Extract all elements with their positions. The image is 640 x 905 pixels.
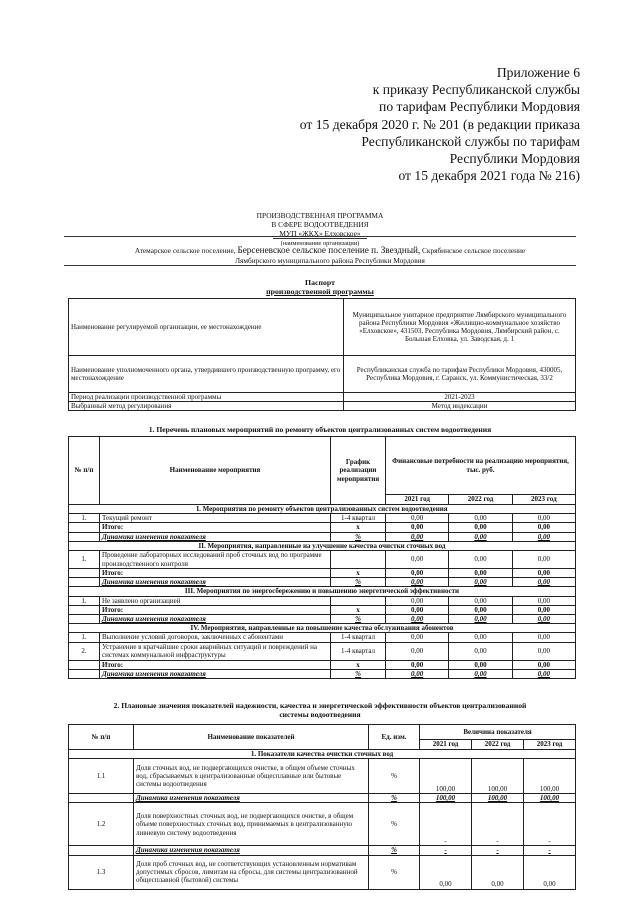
program-title-line: В СФЕРЕ ВОДООТВЕДЕНИЯ xyxy=(271,220,369,229)
table-row xyxy=(69,569,576,578)
indicators-table xyxy=(68,724,576,890)
table-row xyxy=(69,532,576,541)
cell-schedule: 1-4 квартал xyxy=(331,642,386,660)
cell-schedule: % xyxy=(331,669,386,678)
passport-value: Муниципальное унитарное предприятие Лямбирского муниципального района Республики Мордовия «Жилищно-коммунальное хозяйство «Елховское», 431503, Республика Мордовия, Лямбирский район, с. Большая Елховка, ул. Заводская, д. 1 xyxy=(344,299,576,356)
appendix-line: по тарифам Республики Мордовия xyxy=(379,99,580,115)
cell-value: 0,00 xyxy=(512,615,575,624)
appendix-line: Приложение 6 xyxy=(496,65,580,80)
cell-value: - xyxy=(524,846,576,855)
appendix-header xyxy=(250,64,580,184)
cell-value: 0,00 xyxy=(512,532,575,541)
measures-table xyxy=(68,436,576,679)
cell-value: 0,00 xyxy=(449,523,512,532)
cell-name: Итого: xyxy=(100,523,331,532)
cell-value: 100,00 xyxy=(524,794,576,803)
col-header-name: Наименование мероприятия xyxy=(100,437,331,505)
cell-unit: % xyxy=(369,759,420,794)
cell-value: 0,00 xyxy=(449,642,512,660)
cell-value: 0,00 xyxy=(449,669,512,678)
group-header: II. Мероприятия, направленные на улучшение качества очистки сточных вод xyxy=(69,541,576,550)
table-row xyxy=(69,855,576,889)
col-header-name: Наименование показателей xyxy=(134,725,369,750)
cell-name: Динамика изменения показателя xyxy=(100,669,331,678)
col-header-year: 2023 год xyxy=(512,495,575,505)
cell-name: Не заявлено организацией xyxy=(100,596,331,605)
passport-row xyxy=(69,356,576,393)
cell-value: - xyxy=(420,803,472,846)
passport-value: 2021-2023 xyxy=(344,393,576,402)
cell-value: 0,00 xyxy=(449,633,512,642)
settlement-a: Атемарское сельское поселение, xyxy=(134,246,238,255)
cell-value: 0,00 xyxy=(386,605,449,614)
cell-value: 0,00 xyxy=(449,660,512,669)
group-header: III. Мероприятия по энергосбережению и повышению энергетической эффективности xyxy=(69,587,576,596)
col-header-unit: Ед. изм. xyxy=(369,725,420,750)
cell-value: 0,00 xyxy=(512,578,575,587)
appendix-line: от 15 декабря 2021 года № 216) xyxy=(398,168,580,184)
divider xyxy=(64,265,576,266)
cell-unit: % xyxy=(369,855,420,889)
group-header: 1. Показатели качества очистки сточных вод xyxy=(69,750,576,759)
settlement-district: Лямбирского муниципального района Республики Мордовия xyxy=(235,255,425,265)
cell-unit: % xyxy=(369,846,420,855)
passport-label: Выбранный метод регулирования xyxy=(69,402,344,411)
cell-value: 0,00 xyxy=(512,633,575,642)
cell-name: Динамика изменения показателя xyxy=(100,578,331,587)
table-row xyxy=(69,660,576,669)
cell-name: Выполнение условий договоров, заключенных с абонентами xyxy=(100,633,331,642)
cell-unit: % xyxy=(369,803,420,846)
cell-schedule: х xyxy=(331,523,386,532)
cell-value: - xyxy=(472,803,524,846)
cell-value: 0,00 xyxy=(512,596,575,605)
appendix-line: Республики Мордовия xyxy=(449,151,580,167)
table-row xyxy=(69,523,576,532)
program-title-line: ПРОИЗВОДСТВЕННАЯ ПРОГРАММА xyxy=(256,211,384,220)
cell-value: 0,00 xyxy=(386,514,449,523)
passport-row xyxy=(69,402,576,411)
cell-value: 0,00 xyxy=(512,642,575,660)
cell-value: 0,00 xyxy=(449,514,512,523)
passport-label: Период реализации производственной программы xyxy=(69,393,344,402)
appendix-line: Республиканской службы по тарифам xyxy=(361,133,580,149)
cell-schedule xyxy=(331,551,386,569)
cell-value: 0,00 xyxy=(386,532,449,541)
cell-value: 100,00 xyxy=(420,759,472,794)
appendix-line: к приказу Республиканской службы xyxy=(372,82,580,98)
cell-value: 0,00 xyxy=(386,569,449,578)
group-header: I. Мероприятия по ремонту объектов централизованных систем водоотведения xyxy=(69,505,576,514)
cell-value: - xyxy=(524,803,576,846)
cell-name: Динамика изменения показателя xyxy=(134,794,369,803)
cell-schedule: х xyxy=(331,660,386,669)
table-row xyxy=(69,615,576,624)
settlements xyxy=(70,246,590,265)
cell-unit: % xyxy=(369,794,420,803)
organization-caption: (наименование организации) xyxy=(280,240,360,247)
cell-schedule: % xyxy=(331,578,386,587)
cell-value: - xyxy=(420,846,472,855)
col-header-year: 2022 год xyxy=(449,495,512,505)
section2-title-line: системы водоотведения xyxy=(279,710,361,719)
divider xyxy=(64,236,576,237)
cell-value: 0,00 xyxy=(512,605,575,614)
cell-name: Проведение лабораторных исследований проб сточных вод по программе производственного контроля xyxy=(100,551,331,569)
cell-value: 0,00 xyxy=(449,578,512,587)
cell-num: 1. xyxy=(69,551,100,569)
col-header-num: № п/п xyxy=(69,437,100,505)
table-row xyxy=(69,846,576,855)
passport-value: Метод индексации xyxy=(344,402,576,411)
cell-value: 0,00 xyxy=(512,569,575,578)
cell-schedule: % xyxy=(331,532,386,541)
col-header-schedule: График реализации мероприятия xyxy=(331,437,386,505)
table-row xyxy=(69,578,576,587)
cell-num: 1. xyxy=(69,596,100,605)
cell-num: 1. xyxy=(69,633,100,642)
table-row xyxy=(69,759,576,794)
cell-value: 0,00 xyxy=(512,551,575,569)
cell-num: 2. xyxy=(69,642,100,660)
cell-name: Доля сточных вод, не подвергающихся очистке, в общем объеме сточных вод, сбрасываемых в централизованные общесплавные или бытовые системы водоотведения xyxy=(134,759,369,794)
cell-value: 100,00 xyxy=(472,759,524,794)
cell-name: Итого: xyxy=(100,660,331,669)
col-header-year: 2023 год xyxy=(524,740,576,750)
cell-value: 0,00 xyxy=(449,596,512,605)
cell-value: 0,00 xyxy=(449,569,512,578)
cell-value: 0,00 xyxy=(512,514,575,523)
col-header-year: 2022 год xyxy=(472,740,524,750)
passport-table xyxy=(68,298,576,411)
passport-label: Наименование уполномоченного органа, утвердившего производственную программу, его местонахождение xyxy=(69,356,344,393)
cell-name: Динамика изменения показателя xyxy=(100,615,331,624)
cell-value: 0,00 xyxy=(386,660,449,669)
passport-label: Наименование регулируемой организации, ее местонахождение xyxy=(69,299,344,356)
section2-title xyxy=(60,701,580,719)
cell-schedule: х xyxy=(331,605,386,614)
settlement-c: Скрябинское сельское поселение xyxy=(420,246,526,255)
cell-num: 1.3 xyxy=(69,855,134,889)
table-row xyxy=(69,803,576,846)
cell-schedule: 1-4 квартал xyxy=(331,514,386,523)
col-header-value: Величина показателя xyxy=(420,725,576,740)
organization-name: МУП «ЖКХ» Елховское» xyxy=(273,229,366,239)
cell-value: 0,00 xyxy=(420,855,472,889)
cell-name: Доля проб сточных вод, не соответствующих установленным нормативам допустимых сбросов, лимитам на сбросы, для системы централизованной общесплавной (бытовой) системы xyxy=(134,855,369,889)
cell-value: 0,00 xyxy=(386,669,449,678)
cell-value: 0,00 xyxy=(449,532,512,541)
col-header-year: 2021 год xyxy=(386,495,449,505)
table-row xyxy=(69,633,576,642)
cell-value: 0,00 xyxy=(386,578,449,587)
table-row xyxy=(69,605,576,614)
cell-value: 0,00 xyxy=(449,551,512,569)
passport-row xyxy=(69,393,576,402)
cell-name: Динамика изменения показателя xyxy=(100,532,331,541)
table-row xyxy=(69,669,576,678)
cell-value: 0,00 xyxy=(472,855,524,889)
settlement-b: Берсеневское сельское поселение п. Звездный, xyxy=(237,245,421,255)
passport-title-line: производственной программы xyxy=(266,287,374,296)
cell-num: 1.1 xyxy=(69,759,134,794)
cell-value: 0,00 xyxy=(386,642,449,660)
cell-num: 1. xyxy=(69,514,100,523)
cell-value: 0,00 xyxy=(386,551,449,569)
passport-title-line: Паспорт xyxy=(305,278,335,287)
cell-value: 100,00 xyxy=(524,759,576,794)
cell-schedule: 1-4 квартал xyxy=(331,633,386,642)
cell-schedule: х xyxy=(331,569,386,578)
cell-schedule: % xyxy=(331,615,386,624)
cell-value: - xyxy=(472,846,524,855)
cell-name: Текущий ремонт xyxy=(100,514,331,523)
cell-value: 100,00 xyxy=(420,794,472,803)
group-header: IV. Мероприятия, направленные на повышение качества обслуживания абонентов xyxy=(69,624,576,633)
col-header-year: 2021 год xyxy=(420,740,472,750)
passport-value: Республиканская служба по тарифам Республики Мордовия, 430005, Республика Мордовия, г. Саранск, ул. Коммунистическая, 33/2 xyxy=(344,356,576,393)
table-row xyxy=(69,642,576,660)
cell-value: 0,00 xyxy=(512,669,575,678)
cell-value: 100,00 xyxy=(472,794,524,803)
section1-title: 1. Перечень плановых мероприятий по ремонту объектов централизованных систем водоотведения xyxy=(148,425,492,434)
table-row xyxy=(69,794,576,803)
table-row xyxy=(69,596,576,605)
cell-value: 0,00 xyxy=(386,615,449,624)
cell-value: 0,00 xyxy=(386,523,449,532)
cell-value: 0,00 xyxy=(512,660,575,669)
col-header-finance: Финансовые потребности на реализацию мероприятия, тыс. руб. xyxy=(386,437,576,495)
section2-title-line: 2. Плановые значения показателей надежности, качества и энергетической эффективности объектов централизованной xyxy=(113,701,527,710)
cell-value: 0,00 xyxy=(512,523,575,532)
cell-value: 0,00 xyxy=(386,596,449,605)
table-row xyxy=(69,551,576,569)
program-title xyxy=(200,211,440,248)
cell-schedule xyxy=(331,596,386,605)
cell-name: Итого: xyxy=(100,605,331,614)
cell-name: Динамика изменения показателя xyxy=(134,846,369,855)
col-header-num: № п/п xyxy=(69,725,134,750)
table-row xyxy=(69,514,576,523)
appendix-line: от 15 декабря 2020 г. № 201 (в редакции приказа xyxy=(299,116,580,132)
cell-value: 0,00 xyxy=(386,633,449,642)
cell-name: Доля поверхностных сточных вод, не подвергающихся очистке, в общем объеме поверхностных сточных вод, принимаемых в централизованную ливневую систему водоотведения xyxy=(134,803,369,846)
passport-title xyxy=(0,278,640,296)
cell-value: 0,00 xyxy=(449,605,512,614)
cell-num: 1.2 xyxy=(69,803,134,846)
cell-value: 0,00 xyxy=(524,855,576,889)
cell-name: Устранение в кратчайшие сроки аварийных ситуаций и повреждений на системах коммунальной инфраструктуры xyxy=(100,642,331,660)
passport-row xyxy=(69,299,576,356)
cell-value: 0,00 xyxy=(449,615,512,624)
cell-name: Итого: xyxy=(100,569,331,578)
